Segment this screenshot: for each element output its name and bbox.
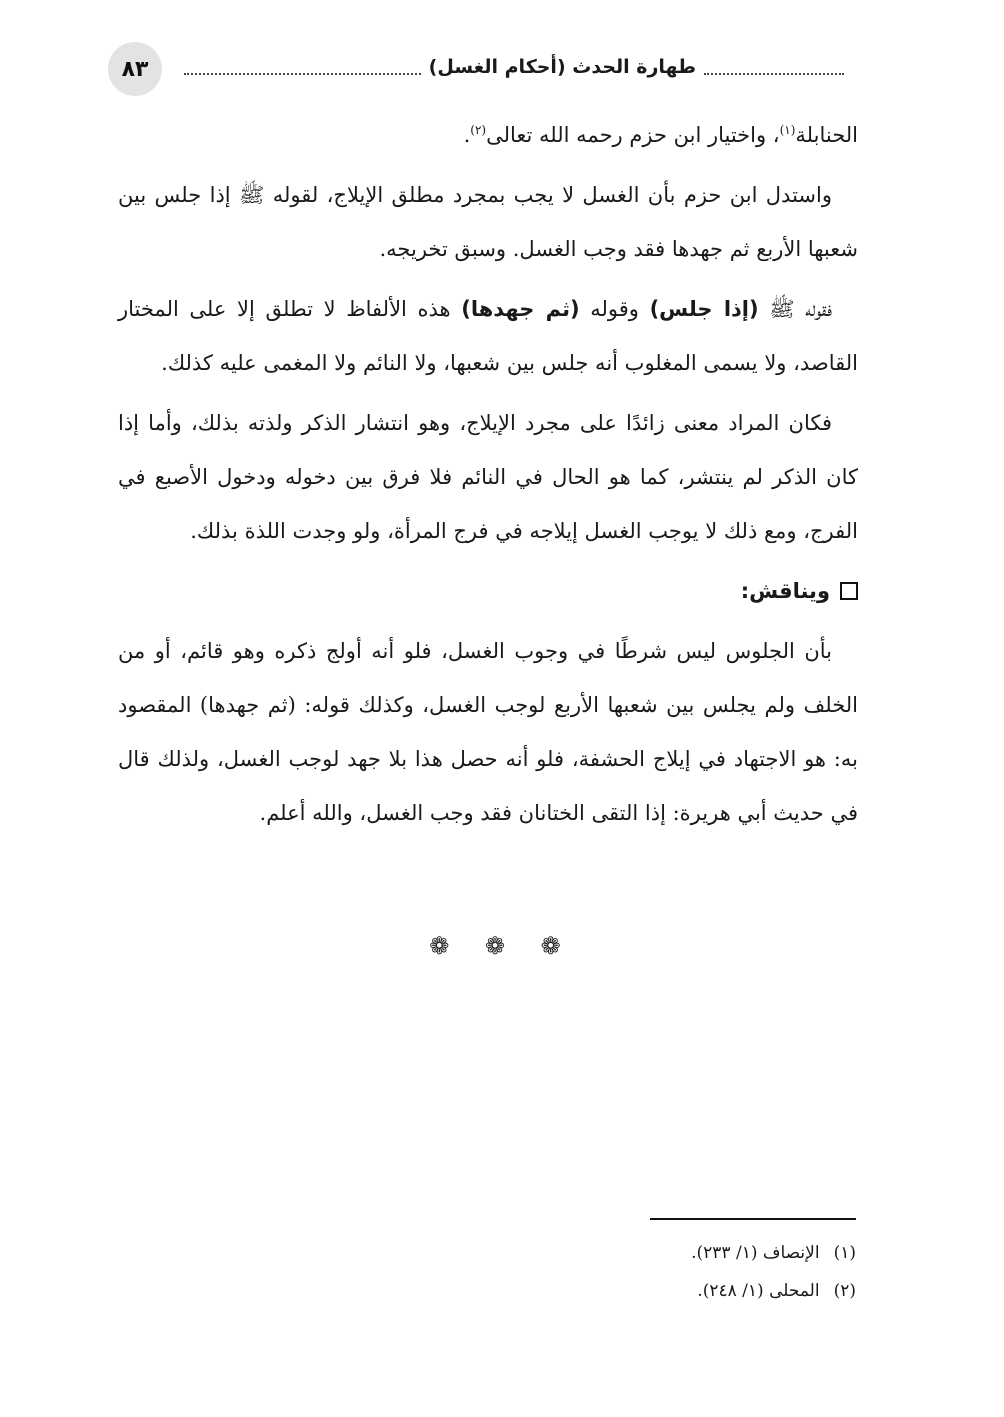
quote-thumma-jahadaha: (ثم جهدها) — [461, 297, 580, 321]
header-dots-left — [184, 59, 421, 75]
p3-c: وقوله — [579, 297, 650, 321]
header-dots-right — [704, 59, 844, 75]
p1-end: . — [463, 123, 471, 147]
footnote-divider — [650, 1218, 856, 1220]
running-head — [176, 56, 852, 78]
footnote-number: (٢) — [833, 1281, 856, 1301]
footnote-text: المحلى (١/ ٢٤٨). — [697, 1281, 820, 1301]
paragraph-2: واستدل ابن حزم بأن الغسل لا يجب بمجرد مطلق الإيلاج، لقوله ﷺ إذا جلس بين شعبها الأربع ثم جهدها فقد وجب الغسل. وسبق تخريجه. — [118, 183, 858, 261]
footnote-1 — [500, 1234, 856, 1272]
paragraph-4: فكان المراد معنى زائدًا على مجرد الإيلاج، وهو انتشار الذكر ولذته بذلك، وأما إذا كان الذكر لم ينتشر، كما هو الحال في النائم فلا فرق بين دخوله ودخول الأصبع في الفرج، ومع ذلك لا يوجب الغسل إيلاجه في فرج المرأة، ولو وجدت اللذة بذلك. — [118, 411, 858, 543]
p3-a: فقوله ﷺ — [758, 297, 832, 321]
main-text — [118, 108, 858, 846]
p1-text: الحنابلة — [795, 123, 858, 147]
discussion-heading-text: ويناقش: — [740, 579, 830, 603]
section-ornament: ❁ ❁ ❁ — [429, 932, 575, 960]
footnote-number: (١) — [833, 1243, 856, 1263]
paragraph-5: بأن الجلوس ليس شرطًا في وجوب الغسل، فلو أنه أولج ذكره وهو قائم، أو من الخلف ولم يجلس بين شعبها الأربع لوجب الغسل، وكذلك قوله: (ثم جهدها) المقصود به: هو الاجتهاد في إيلاج الحشفة، فلو أنه حصل هذا بلا جهد لوجب الغسل، ولذلك قال في حديث أبي هريرة: إذا التقى الختانان فقد وجب الغسل، والله أعلم. — [118, 639, 858, 825]
paragraph-1 — [118, 108, 858, 162]
footnotes — [500, 1234, 856, 1310]
footnote-ref-1[interactable]: (١) — [779, 123, 796, 137]
footnote-ref-2[interactable]: (٢) — [470, 123, 487, 137]
footnote-2 — [500, 1272, 856, 1310]
footnote-text: الإنصاف (١/ ٢٣٣). — [691, 1243, 820, 1263]
square-bullet-icon — [840, 582, 858, 600]
discussion-heading — [118, 564, 858, 618]
p1-text-2: ، واختيار ابن حزم رحمه الله تعالى — [486, 123, 780, 147]
quote-idha-jalasa: (إذا جلس) — [649, 297, 759, 321]
p3-e: هذه الألفاظ لا تطلق إلا على المختار القاصد، ولا يسمى المغلوب أنه جلس بين شعبها، ولا النائم ولا المغمى عليه كذلك. — [118, 297, 858, 375]
page-number: ٨٣ — [108, 42, 162, 96]
page-header — [108, 42, 852, 98]
running-title: طهارة الحدث (أحكام الغسل) — [428, 56, 696, 78]
paragraph-3 — [118, 282, 858, 390]
